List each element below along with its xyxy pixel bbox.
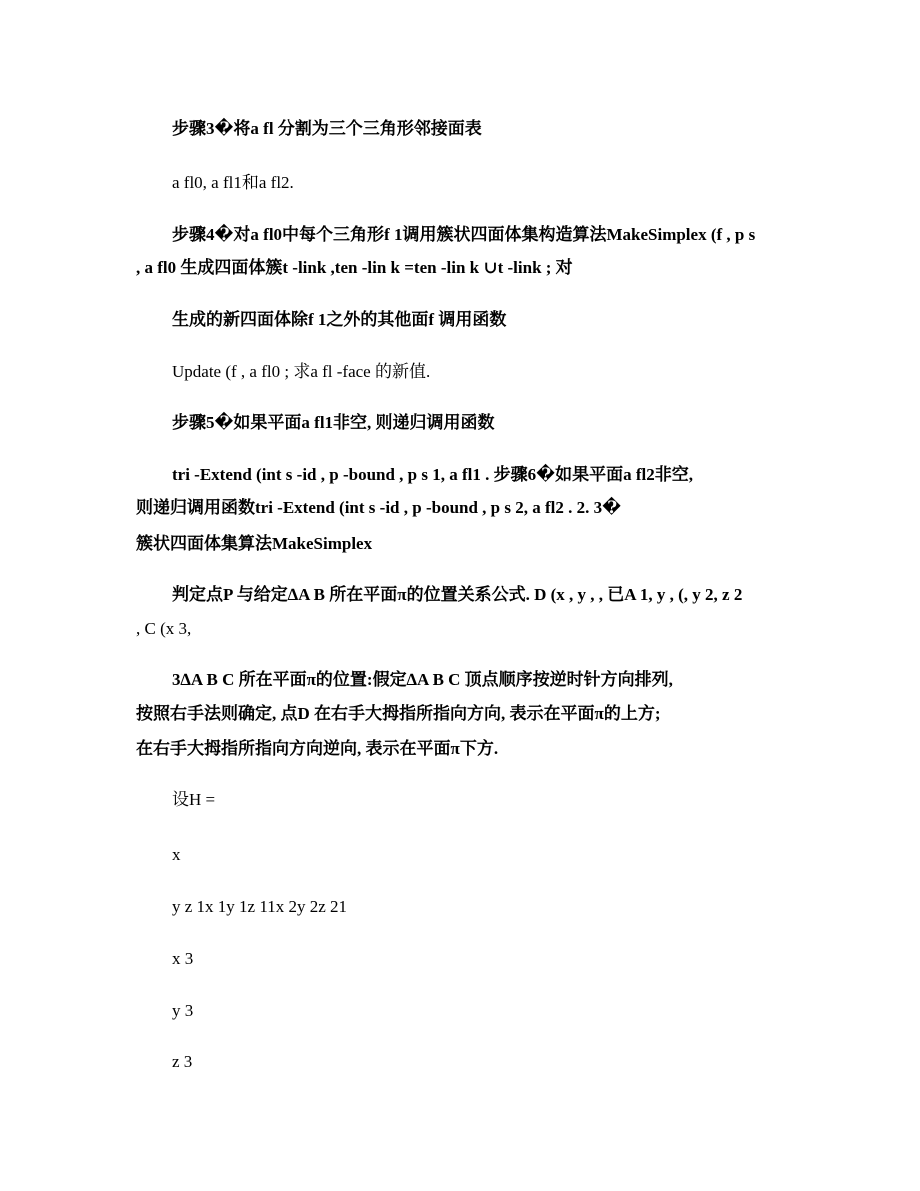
- formula-y3: y 3: [172, 1001, 194, 1020]
- text-line-judge: 判定点P 与给定∆A B 所在平面π的位置关系公式. D (x , y , , 已A 1, y , (, y 2, z 2: [172, 585, 743, 604]
- text-line-update: Update (f , a fl0 ; 求a fl -face 的新值.: [172, 362, 431, 381]
- text-line-step3: 步骤3�将a fl 分割为三个三角形邻接面表: [172, 119, 482, 138]
- text-line-tri-extend-2: 则递归调用函数tri -Extend (int s -id , p -bound , p s 2, a fl2 . 2. 3�: [136, 498, 622, 517]
- formula-z3: z 3: [172, 1052, 193, 1071]
- text-line-faces: a fl0, a fl1和a fl2.: [172, 173, 294, 192]
- formula-x3: x 3: [172, 949, 194, 968]
- text-line-below: 在右手大拇指所指向方向逆向, 表示在平面π下方.: [136, 739, 499, 758]
- text-line-step4-cont: , a fl0 生成四面体簇t -link ,ten -lin k =ten -lin k ∪t -link ; 对: [136, 258, 573, 277]
- text-line-position: 3∆A B C 所在平面π的位置:假定∆A B C 顶点顺序按逆时针方向排列,: [172, 670, 673, 689]
- text-line-new-tetra: 生成的新四面体除f 1之外的其他面f 调用函数: [172, 310, 507, 329]
- formula-x: x: [172, 845, 181, 864]
- formula-h: 设H =: [172, 790, 216, 809]
- text-line-tri-extend-1: tri -Extend (int s -id , p -bound , p s 1, a fl1 . 步骤6�如果平面a fl2非空,: [172, 465, 693, 484]
- text-line-step4: 步骤4�对a fl0中每个三角形f 1调用簇状四面体集构造算法MakeSimplex (f , p s: [172, 225, 756, 244]
- formula-matrix-row: y z 1x 1y 1z 11x 2y 2z 21: [172, 897, 348, 916]
- section-heading: 簇状四面体集算法MakeSimplex: [136, 534, 373, 553]
- text-line-step5: 步骤5�如果平面a fl1非空, 则递归调用函数: [172, 413, 495, 432]
- text-line-judge-cont: , C (x 3,: [136, 619, 192, 638]
- text-line-right-hand: 按照右手法则确定, 点D 在右手大拇指所指向方向, 表示在平面π的上方;: [136, 704, 661, 723]
